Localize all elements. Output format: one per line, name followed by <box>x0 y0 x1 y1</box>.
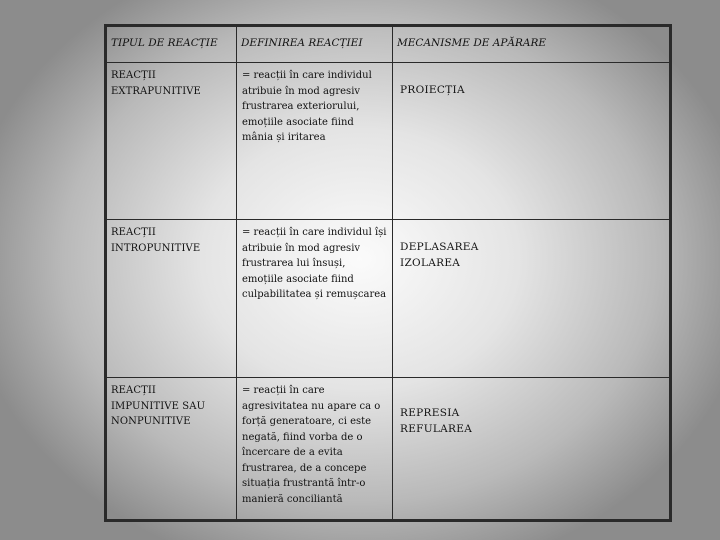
header-reaction-definition: DEFINIREA REACȚIEI <box>237 27 393 63</box>
defense-mechanism: PROIECȚIA <box>400 84 465 96</box>
table-row <box>107 378 670 520</box>
header-defense-mechanisms: MECANISME DE APĂRARE <box>393 27 670 63</box>
reaction-type-line: EXTRAPUNITIVE <box>111 85 201 97</box>
reaction-type-line: IMPUNITIVE SAU <box>111 400 206 412</box>
reaction-definition-cell: = reacții în care agresivitatea nu apare ca o forță generatoare, ci este negată, fiind vorba de o încercare de a evita frustrarea, de a concepe situația frustrantă într-o manieră conciliantă <box>237 378 393 520</box>
reaction-table <box>104 24 672 522</box>
reaction-type-line: INTROPUNITIVE <box>111 242 201 254</box>
reaction-type-line: NONPUNITIVE <box>111 416 191 427</box>
defense-mechanism: REFULAREA <box>400 422 473 435</box>
reaction-type-cell <box>107 63 237 220</box>
defense-mechanism: IZOLAREA <box>400 256 461 269</box>
reaction-type-line: REACȚII <box>111 385 156 396</box>
reaction-type-line: REACȚII <box>111 70 156 81</box>
table-row <box>107 63 670 220</box>
reaction-table-grid <box>106 26 670 520</box>
reaction-type-cell <box>107 378 237 520</box>
reaction-type-line: REACȚII <box>111 227 156 238</box>
reaction-definition-cell: = reacții în care individul atribuie în mod agresiv frustrarea exteriorului, emoțiile asociate fiind mânia și iritarea <box>237 63 393 220</box>
defense-mechanism-cell <box>393 63 670 220</box>
table-row <box>107 220 670 378</box>
reaction-definition-cell: = reacții în care individul își atribuie în mod agresiv frustrarea lui însuși, emoțiile asociate fiind culpabilitatea și remușcarea <box>237 220 393 378</box>
header-reaction-type: TIPUL DE REACȚIE <box>107 27 237 63</box>
defense-mechanism: REPRESIA <box>400 407 460 419</box>
defense-mechanism-cell <box>393 220 670 378</box>
reaction-type-cell <box>107 220 237 378</box>
table-header-row <box>107 27 670 63</box>
defense-mechanism: DEPLASAREA <box>400 241 479 253</box>
defense-mechanism-cell <box>393 378 670 520</box>
